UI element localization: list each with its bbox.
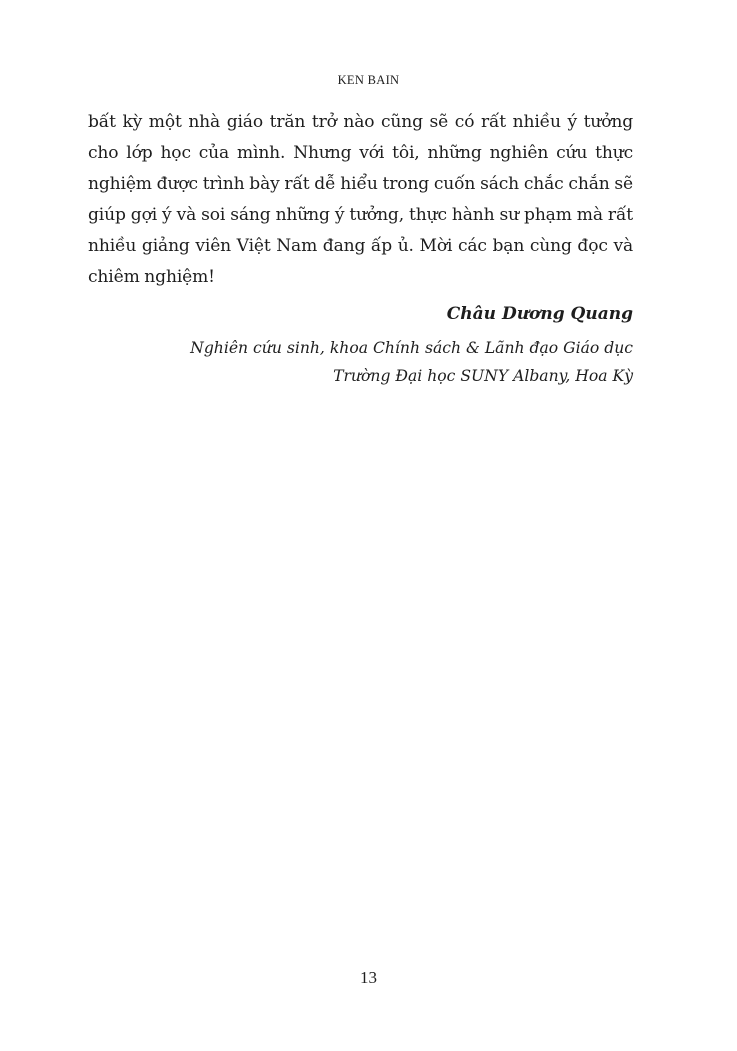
affiliation-line-1: Nghiên cứu sinh, khoa Chính sách & Lãnh đạo Giáo dục: [190, 339, 633, 357]
running-head: KEN BAIN: [337, 73, 400, 87]
page-content: [88, 107, 633, 390]
affiliation-line-2: Trường Đại học SUNY Albany, Hoa Kỳ: [333, 367, 633, 385]
page-number: 13: [360, 968, 377, 987]
author-signature: Châu Dương Quang: [446, 304, 633, 324]
author-affiliation: [88, 334, 633, 390]
body-paragraph: bất kỳ một nhà giáo trăn trở nào cũng sẽ có rất nhiều ý tưởng cho lớp học của mình. Nhưng với tôi, những nghiên cứu thực nghiệm được trình bày rất dễ hiểu trong cuốn sách chắc chắn sẽ giúp gợi ý và soi sáng những ý tưởng, thực hành sư phạm mà rất nhiều giảng viên Việt Nam đang ấp ủ. Mời các bạn cùng đọc và chiêm nghiệm!: [88, 112, 633, 287]
